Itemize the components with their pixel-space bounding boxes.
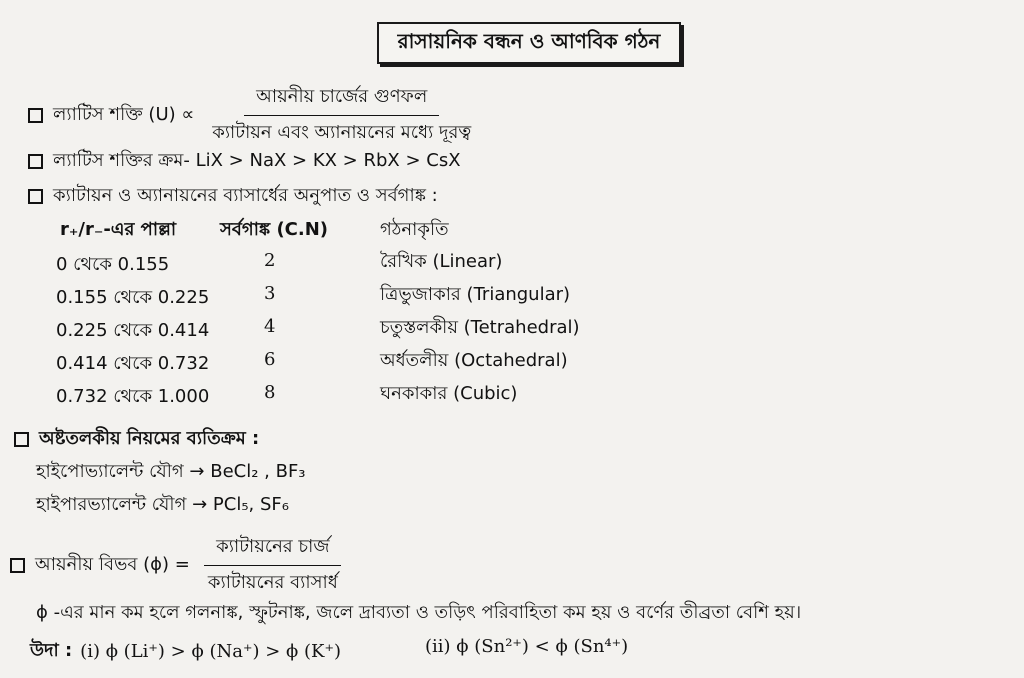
checkbox-bullet-icon (28, 154, 43, 169)
ionic-potential-prefix: আয়নীয় বিভব (ϕ) = (35, 554, 190, 575)
table-cell-range: 0 থেকে 0.155 (56, 254, 170, 275)
lattice-order-text: ল্যাটিস শক্তির ক্রম- LiX > NaX > KX > RbX > CsX (53, 150, 461, 171)
octet-exception-heading-text: অষ্টতলকীয় নিয়মের ব্যতিক্রম : (39, 428, 260, 449)
checkbox-bullet-icon (10, 558, 25, 573)
table-cell-cn: 8 (264, 382, 276, 403)
example-1: (i) ϕ (Li⁺) > ϕ (Na⁺) > ϕ (K⁺) (80, 641, 341, 662)
page-title (377, 22, 681, 64)
table-cell-range: 0.155 থেকে 0.225 (56, 287, 210, 308)
example-label: উদা : (30, 640, 73, 661)
radius-ratio-heading (28, 181, 438, 212)
table-cell-range: 0.732 থেকে 1.000 (56, 386, 210, 407)
table-header-cn: সর্বগাঙ্ক (C.N) (220, 219, 329, 240)
phi-statement: ϕ -এর মান কম হলে গলনাঙ্ক, স্ফুটনাঙ্ক, জলে দ্রাব্যতা ও তড়িৎ পরিবাহিতা কম হয় ও বর্ণের তীব্রতা বেশি হয়। (36, 602, 802, 623)
ionic-potential-numerator: ক্যাটায়নের চার্জ (204, 532, 341, 566)
checkbox-bullet-icon (28, 108, 43, 123)
table-cell-shape: চতুস্তলকীয় (Tetrahedral) (380, 317, 580, 338)
radius-ratio-heading-text: ক্যাটায়ন ও অ্যানায়নের ব্যাসার্ধের অনুপাত ও সর্বগাঙ্ক : (53, 185, 438, 206)
checkbox-bullet-icon (28, 189, 43, 204)
table-header-range: r₊/r₋-এর পাল্লা (60, 219, 177, 240)
table-cell-shape: রৈখিক (Linear) (380, 251, 503, 272)
table-cell-shape: ত্রিভুজাকার (Triangular) (380, 284, 571, 305)
lattice-fraction (200, 82, 483, 149)
table-cell-range: 0.225 থেকে 0.414 (56, 320, 210, 341)
example-2: (ii) ϕ (Sn²⁺) < ϕ (Sn⁴⁺) (425, 636, 629, 657)
table-cell-cn: 2 (264, 250, 276, 271)
example-line (30, 636, 341, 667)
lattice-energy-formula (28, 82, 489, 149)
table-cell-range: 0.414 থেকে 0.732 (56, 353, 210, 374)
lattice-order (28, 146, 461, 177)
lattice-numerator: আয়নীয় চার্জের গুণফল (244, 82, 439, 116)
table-cell-shape: ঘনকাকার (Cubic) (380, 383, 518, 404)
lattice-prefix: ল্যাটিস শক্তি (U) ∝ (53, 104, 195, 125)
table-cell-shape: অর্ধতলীয় (Octahedral) (380, 350, 568, 371)
ionic-potential-fraction (196, 532, 350, 599)
ionic-potential-denominator: ক্যাটায়নের ব্যাসার্ধ (207, 572, 338, 593)
checkbox-bullet-icon (14, 432, 29, 447)
table-cell-cn: 3 (264, 283, 276, 304)
table-cell-cn: 4 (264, 316, 276, 337)
ionic-potential-formula (10, 532, 356, 599)
table-cell-cn: 6 (264, 349, 276, 370)
lattice-denominator: ক্যাটায়ন এবং অ্যানায়নের মধ্যে দূরত্ব (212, 122, 472, 143)
hypovalent-line: হাইপোভ্যালেন্ট যৌগ → BeCl₂ , BF₃ (36, 461, 306, 482)
page-title-text: রাসায়নিক বন্ধন ও আণবিক গঠন (397, 28, 661, 53)
octet-exception-heading (14, 424, 259, 455)
table-header-shape: গঠনাকৃতি (380, 219, 449, 240)
hypervalent-line: হাইপারভ্যালেন্ট যৌগ → PCl₅, SF₆ (36, 494, 289, 515)
